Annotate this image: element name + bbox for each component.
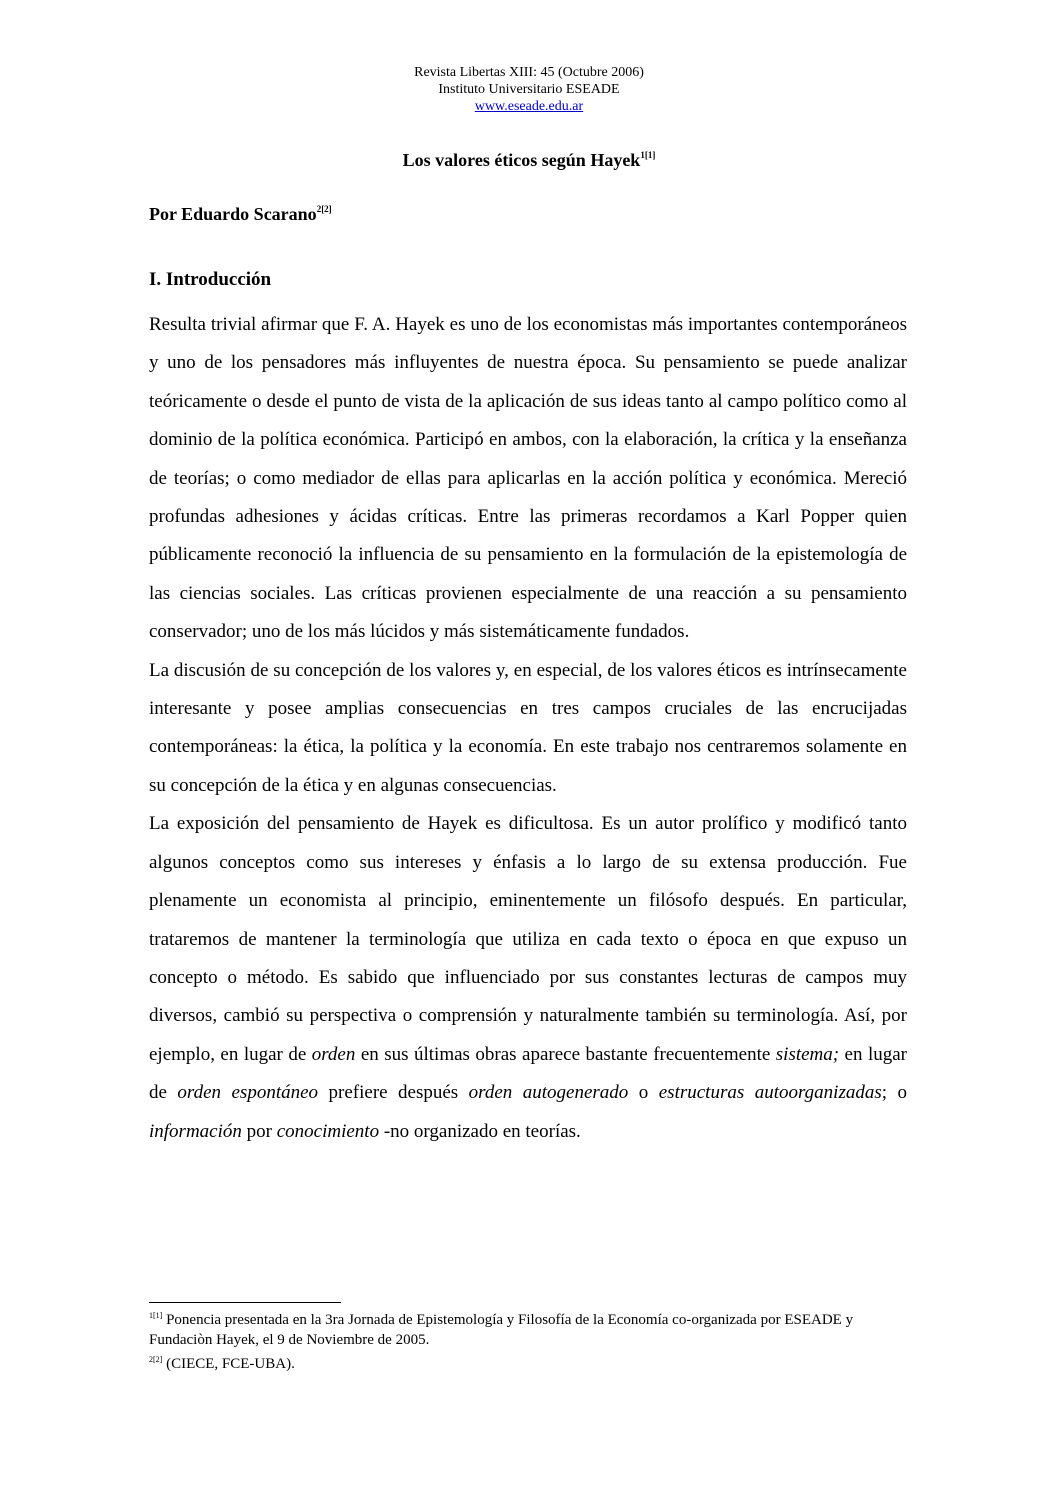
footnote-text: Ponencia presentada en la 3ra Jornada de Epistemología y Filosofía de la Economía co-organizada por ESEADE y Fundaciòn Hayek, el 9 de Noviembre de 2005. xyxy=(149,1312,854,1348)
journal-citation: Revista Libertas XIII: 45 (Octubre 2006) xyxy=(414,65,644,80)
article-title-text: Los valores éticos según Hayek xyxy=(402,150,641,170)
paragraph-3-text: por xyxy=(241,1120,277,1142)
paragraph-3-text: -no organizado en teorías. xyxy=(379,1120,581,1142)
italic-term: orden xyxy=(311,1043,356,1065)
italic-term: orden autogenerado xyxy=(468,1082,629,1104)
author-footnote-ref[interactable]: 2[2] xyxy=(316,204,332,214)
italic-term: estructuras autoorganizadas xyxy=(658,1082,882,1104)
italic-term: orden espontáneo xyxy=(177,1082,319,1104)
footnote-2 xyxy=(149,1350,919,1374)
paragraph-3-text: La exposición del pensamiento de Hayek es dificultosa. Es un autor prolífico y modificó tanto algunos conceptos como sus intereses y énfasis a lo largo de su extensa producción. Fue plenamente un economista al principio, eminentemente un filósofo después. En particular, trataremos de mantener la terminología que utiliza en cada texto o época en que expuso un concepto o método. Es sabido que influenciado por sus constantes lecturas de campos muy diversos, cambió su perspectiva o comprensión y naturalmente también su terminología. Así, por ejemplo, en lugar de xyxy=(149,813,907,1065)
footnote-marker[interactable]: 2[2] xyxy=(149,1355,163,1364)
paragraph-3-text: en sus últimas obras aparece bastante frecuentemente xyxy=(355,1043,776,1065)
author-line xyxy=(149,204,332,225)
paragraph-3-text: ; o xyxy=(881,1082,908,1104)
article-title xyxy=(0,150,1058,171)
page-header xyxy=(0,64,1058,115)
footnote-marker[interactable]: 1[1] xyxy=(149,1311,163,1320)
institute-name: Instituto Universitario ESEADE xyxy=(438,82,620,97)
section-heading: I. Introducción xyxy=(149,269,272,290)
italic-term: conocimiento xyxy=(276,1120,380,1142)
article-body xyxy=(149,306,907,1151)
paragraph-3-text: prefiere después xyxy=(318,1082,469,1104)
footnote-separator xyxy=(149,1302,341,1303)
title-footnote-ref[interactable]: 1[1] xyxy=(640,150,656,160)
italic-term: información xyxy=(149,1120,242,1142)
footnote-text: (CIECE, FCE-UBA). xyxy=(162,1356,295,1372)
paragraph-3-text: o xyxy=(628,1082,659,1104)
website-link[interactable]: www.eseade.edu.ar xyxy=(474,99,584,114)
paragraph-2: La discusión de su concepción de los valores y, en especial, de los valores éticos es intrínsecamente interesante y posee amplias consecuencias en tres campos cruciales de las encrucijadas contemporáneas: la ética, la política y la economía. En este trabajo nos centraremos solamente en su concepción de la ética y en algunas consecuencias. xyxy=(149,659,907,796)
paragraph-3 xyxy=(149,805,907,1151)
footnotes xyxy=(149,1306,919,1374)
footnote-1 xyxy=(149,1306,919,1350)
paragraph-3-text: en lugar de xyxy=(149,1043,908,1104)
paragraph-1: Resulta trivial afirmar que F. A. Hayek es uno de los economistas más importantes contemporáneos y uno de los pensadores más influyentes de nuestra época. Su pensamiento se puede analizar teóricamente o desde el punto de vista de la aplicación de sus ideas tanto al campo político como al dominio de la política económica. Participó en ambos, con la elaboración, la crítica y la enseñanza de teorías; o como mediador de ellas para aplicarlas en la acción política y económica. Mereció profundas adhesiones y ácidas críticas. Entre las primeras recordamos a Karl Popper quien públicamente reconoció la influencia de su pensamiento en la formulación de la epistemología de las ciencias sociales. Las críticas provienen especialmente de una reacción a su pensamiento conservador; uno de los más lúcidos y más sistemáticamente fundados. xyxy=(149,314,907,643)
italic-term: sistema; xyxy=(775,1043,840,1065)
author-name: Por Eduardo Scarano xyxy=(149,204,317,224)
